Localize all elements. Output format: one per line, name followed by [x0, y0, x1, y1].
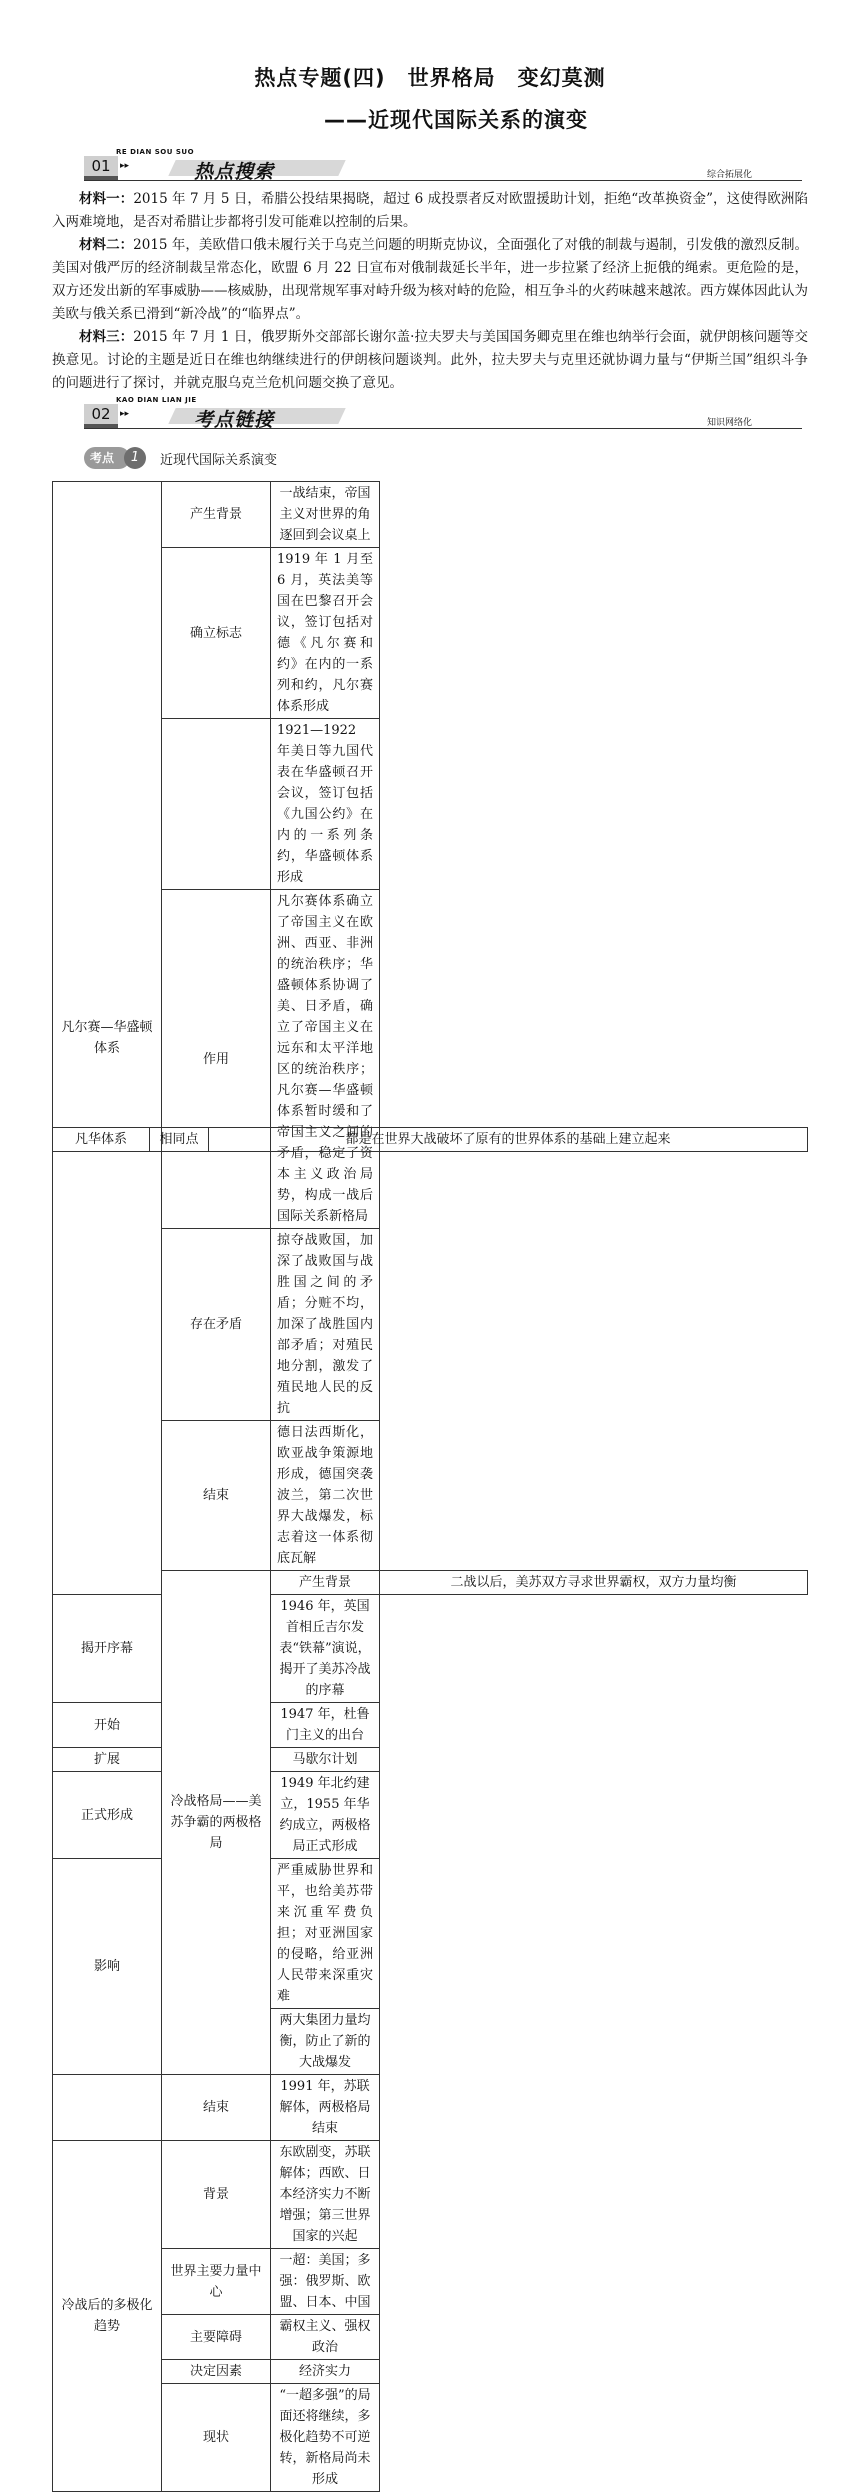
- double-arrow-icon: ▸▸: [120, 161, 130, 171]
- row-label: 决定因素: [162, 2360, 271, 2384]
- material-label: 材料三：: [79, 329, 134, 345]
- table-row: [53, 1571, 808, 1595]
- kaodian-title: 近现代国际关系演变: [160, 453, 278, 468]
- table-row: [53, 2249, 808, 2315]
- row-label: 主要障碍: [162, 2315, 271, 2360]
- compare-subject: 凡华体系: [53, 1128, 150, 1152]
- table-row: [53, 2384, 808, 2492]
- section-name: 考点链接: [194, 409, 275, 431]
- row-value: 霸权主义、强权政治: [271, 2315, 380, 2360]
- row-label: 正式形成: [53, 1772, 162, 1859]
- row-value: 1946 年，英国首相丘吉尔发表“铁幕”演说，揭开了美苏冷战的序幕: [271, 1595, 380, 1703]
- row-value: 1921—1922 年美日等九国代表在华盛顿召开会议，签订包括《九国公约》在内的一系列条约，华盛顿体系形成: [271, 719, 380, 890]
- double-arrow-icon: ▸▸: [120, 409, 130, 419]
- material-label: 材料二：: [79, 237, 134, 253]
- row-value: 二战以后，美苏双方寻求世界霸权，双方力量均衡: [380, 1571, 808, 1595]
- row-label: 扩展: [53, 1748, 162, 1772]
- row-label: 开始: [53, 1703, 162, 1748]
- row-value: 马歇尔计划: [271, 1748, 380, 1772]
- row-label: 结束: [162, 1421, 271, 1571]
- row-value: 凡尔赛体系确立了帝国主义在欧洲、西亚、非洲的统治秩序；华盛顿体系协调了美、日矛盾，确立了帝国主义在远东和太平洋地区的统治秩序；凡尔赛—华盛顿体系暂时缓和了帝国主义之间的矛盾，稳定了资本主义政治局势，构成一战后国际关系新格局: [271, 890, 380, 1229]
- material-1: [52, 188, 808, 234]
- material-3: [52, 326, 808, 395]
- row-value: 严重威胁世界和平，也给美苏带来沉重军费负担；对亚洲国家的侵略，给亚洲人民带来深重灾难: [271, 1859, 380, 2009]
- row-label: 揭开序幕: [53, 1595, 162, 1703]
- row-value: 一超：美国；多强：俄罗斯、欧盟、日本、中国: [271, 2249, 380, 2315]
- compare-label: 相同点: [150, 1128, 209, 1152]
- group-name: 冷战格局——美苏争霸的两极格局: [162, 1571, 271, 2075]
- row-label: 作用: [162, 890, 271, 1229]
- group-name-empty: [53, 2075, 162, 2141]
- table-row: [53, 2315, 808, 2360]
- table-row: [53, 2141, 808, 2249]
- page-title: 热点专题(四) 世界格局 变幻莫测: [254, 66, 606, 90]
- section-header-hotspot: [84, 150, 802, 188]
- section-pinyin: RE DIAN SOU SUO: [116, 148, 195, 156]
- page-subtitle: ——近现代国际关系的演变: [324, 108, 588, 132]
- row-value: 1991 年，苏联解体，两极格局结束: [271, 2075, 380, 2141]
- row-label: 产生背景: [271, 1571, 380, 1595]
- table-row: [53, 2075, 808, 2141]
- row-value: 德日法西斯化，欧亚战争策源地形成，德国突袭波兰，第二次世界大战爆发，标志着这一体系彻底瓦解: [271, 1421, 380, 1571]
- table-row: [53, 890, 808, 1229]
- material-text: 2015 年，美欧借口俄未履行关于乌克兰问题的明斯克协议，全面强化了对俄的制裁与遏制，引发俄的激烈反制。美国对俄严厉的经济制裁呈常态化，欧盟 6 月 22 日宣布对俄制裁延长半年，进一步拉紧了经济上扼俄的绳索。更危险的是，双方还发出新的军事威胁——核威胁，出现常规军事对峙升级为核对峙的危险，相互争斗的火药味越来越浓。西方媒体因此认为美欧与俄关系已滑到“新冷战”的“临界点”。: [52, 237, 809, 322]
- row-label: 确立标志: [162, 548, 271, 719]
- table-row: [53, 548, 808, 719]
- row-label-empty: [162, 719, 271, 890]
- row-value: 两大集团力量均衡，防止了新的大战爆发: [271, 2009, 380, 2075]
- row-value: 一战结束，帝国主义对世界的角逐回到会议桌上: [271, 482, 380, 548]
- row-value: 1947 年，杜鲁门主义的出台: [271, 1703, 380, 1748]
- table-row: [53, 1421, 808, 1571]
- section-header-links: [84, 398, 802, 436]
- compare-value: 都是在世界大战破坏了原有的世界体系的基础上建立起来: [209, 1128, 808, 1152]
- section-pinyin: KAO DIAN LIAN JIE: [116, 396, 197, 404]
- section-rule: [84, 180, 802, 181]
- section-rule: [84, 428, 802, 429]
- group-name: 凡尔赛—华盛顿体系: [53, 482, 162, 1595]
- section-tag: 综合拓展化: [706, 170, 752, 180]
- relations-table: [52, 481, 808, 2492]
- kaodian-pill: 考点: [84, 447, 130, 469]
- kaodian-number: 1: [124, 447, 146, 469]
- group-name: 冷战后的多极化趋势: [53, 2141, 162, 2492]
- material-text: 2015 年 7 月 5 日，希腊公投结果揭晓，超过 6 成投票者反对欧盟援助计划，拒绝“改革换资金”，这使得欧洲陷入两难境地，是否对希腊让步都将引发可能难以控制的后果。: [52, 191, 809, 230]
- row-value: 1949 年北约建立，1955 年华约成立，两极格局正式形成: [271, 1772, 380, 1859]
- table-row: [53, 2360, 808, 2384]
- row-label: 背景: [162, 2141, 271, 2249]
- section-name: 热点搜索: [194, 161, 275, 183]
- material-2: [52, 234, 808, 326]
- row-value: 掠夺战败国，加深了战败国与战胜国之间的矛盾；分赃不均，加深了战胜国内部矛盾；对殖民地分割，激发了殖民地人民的反抗: [271, 1229, 380, 1421]
- material-label: 材料一：: [79, 191, 134, 207]
- table-row: [53, 1229, 808, 1421]
- row-value: 1919 年 1 月至 6 月，英法美等国在巴黎召开会议，签订包括对德《凡尔赛和约》在内的一系列和约，凡尔赛体系形成: [271, 548, 380, 719]
- row-label: 世界主要力量中心: [162, 2249, 271, 2315]
- row-label: 影响: [53, 1859, 162, 2075]
- row-value: 经济实力: [271, 2360, 380, 2384]
- row-label: 产生背景: [162, 482, 271, 548]
- comparison-table: [52, 1127, 808, 1152]
- table-row: [53, 1128, 808, 1152]
- section-number: 01: [84, 156, 118, 176]
- section-tag: 知识网络化: [706, 418, 752, 428]
- row-label: 存在矛盾: [162, 1229, 271, 1421]
- row-value: 东欧剧变，苏联解体；西欧、日本经济实力不断增强；第三世界国家的兴起: [271, 2141, 380, 2249]
- row-value: “一超多强”的局面还将继续，多极化趋势不可逆转，新格局尚未形成: [271, 2384, 380, 2492]
- table-row: [53, 482, 808, 548]
- table-row: [53, 719, 808, 890]
- material-text: 2015 年 7 月 1 日，俄罗斯外交部部长谢尔盖·拉夫罗夫与美国国务卿克里在维也纳举行会面，就伊朗核问题等交换意见。讨论的主题是近日在维也纳继续进行的伊朗核问题谈判。此外，拉夫罗夫与克里还就协调力量与“伊斯兰国”组织斗争的问题进行了探讨，并就克服乌克兰危机问题交换了意见。: [52, 329, 809, 391]
- row-label: 结束: [162, 2075, 271, 2141]
- row-label: 现状: [162, 2384, 271, 2492]
- section-number: 02: [84, 404, 118, 424]
